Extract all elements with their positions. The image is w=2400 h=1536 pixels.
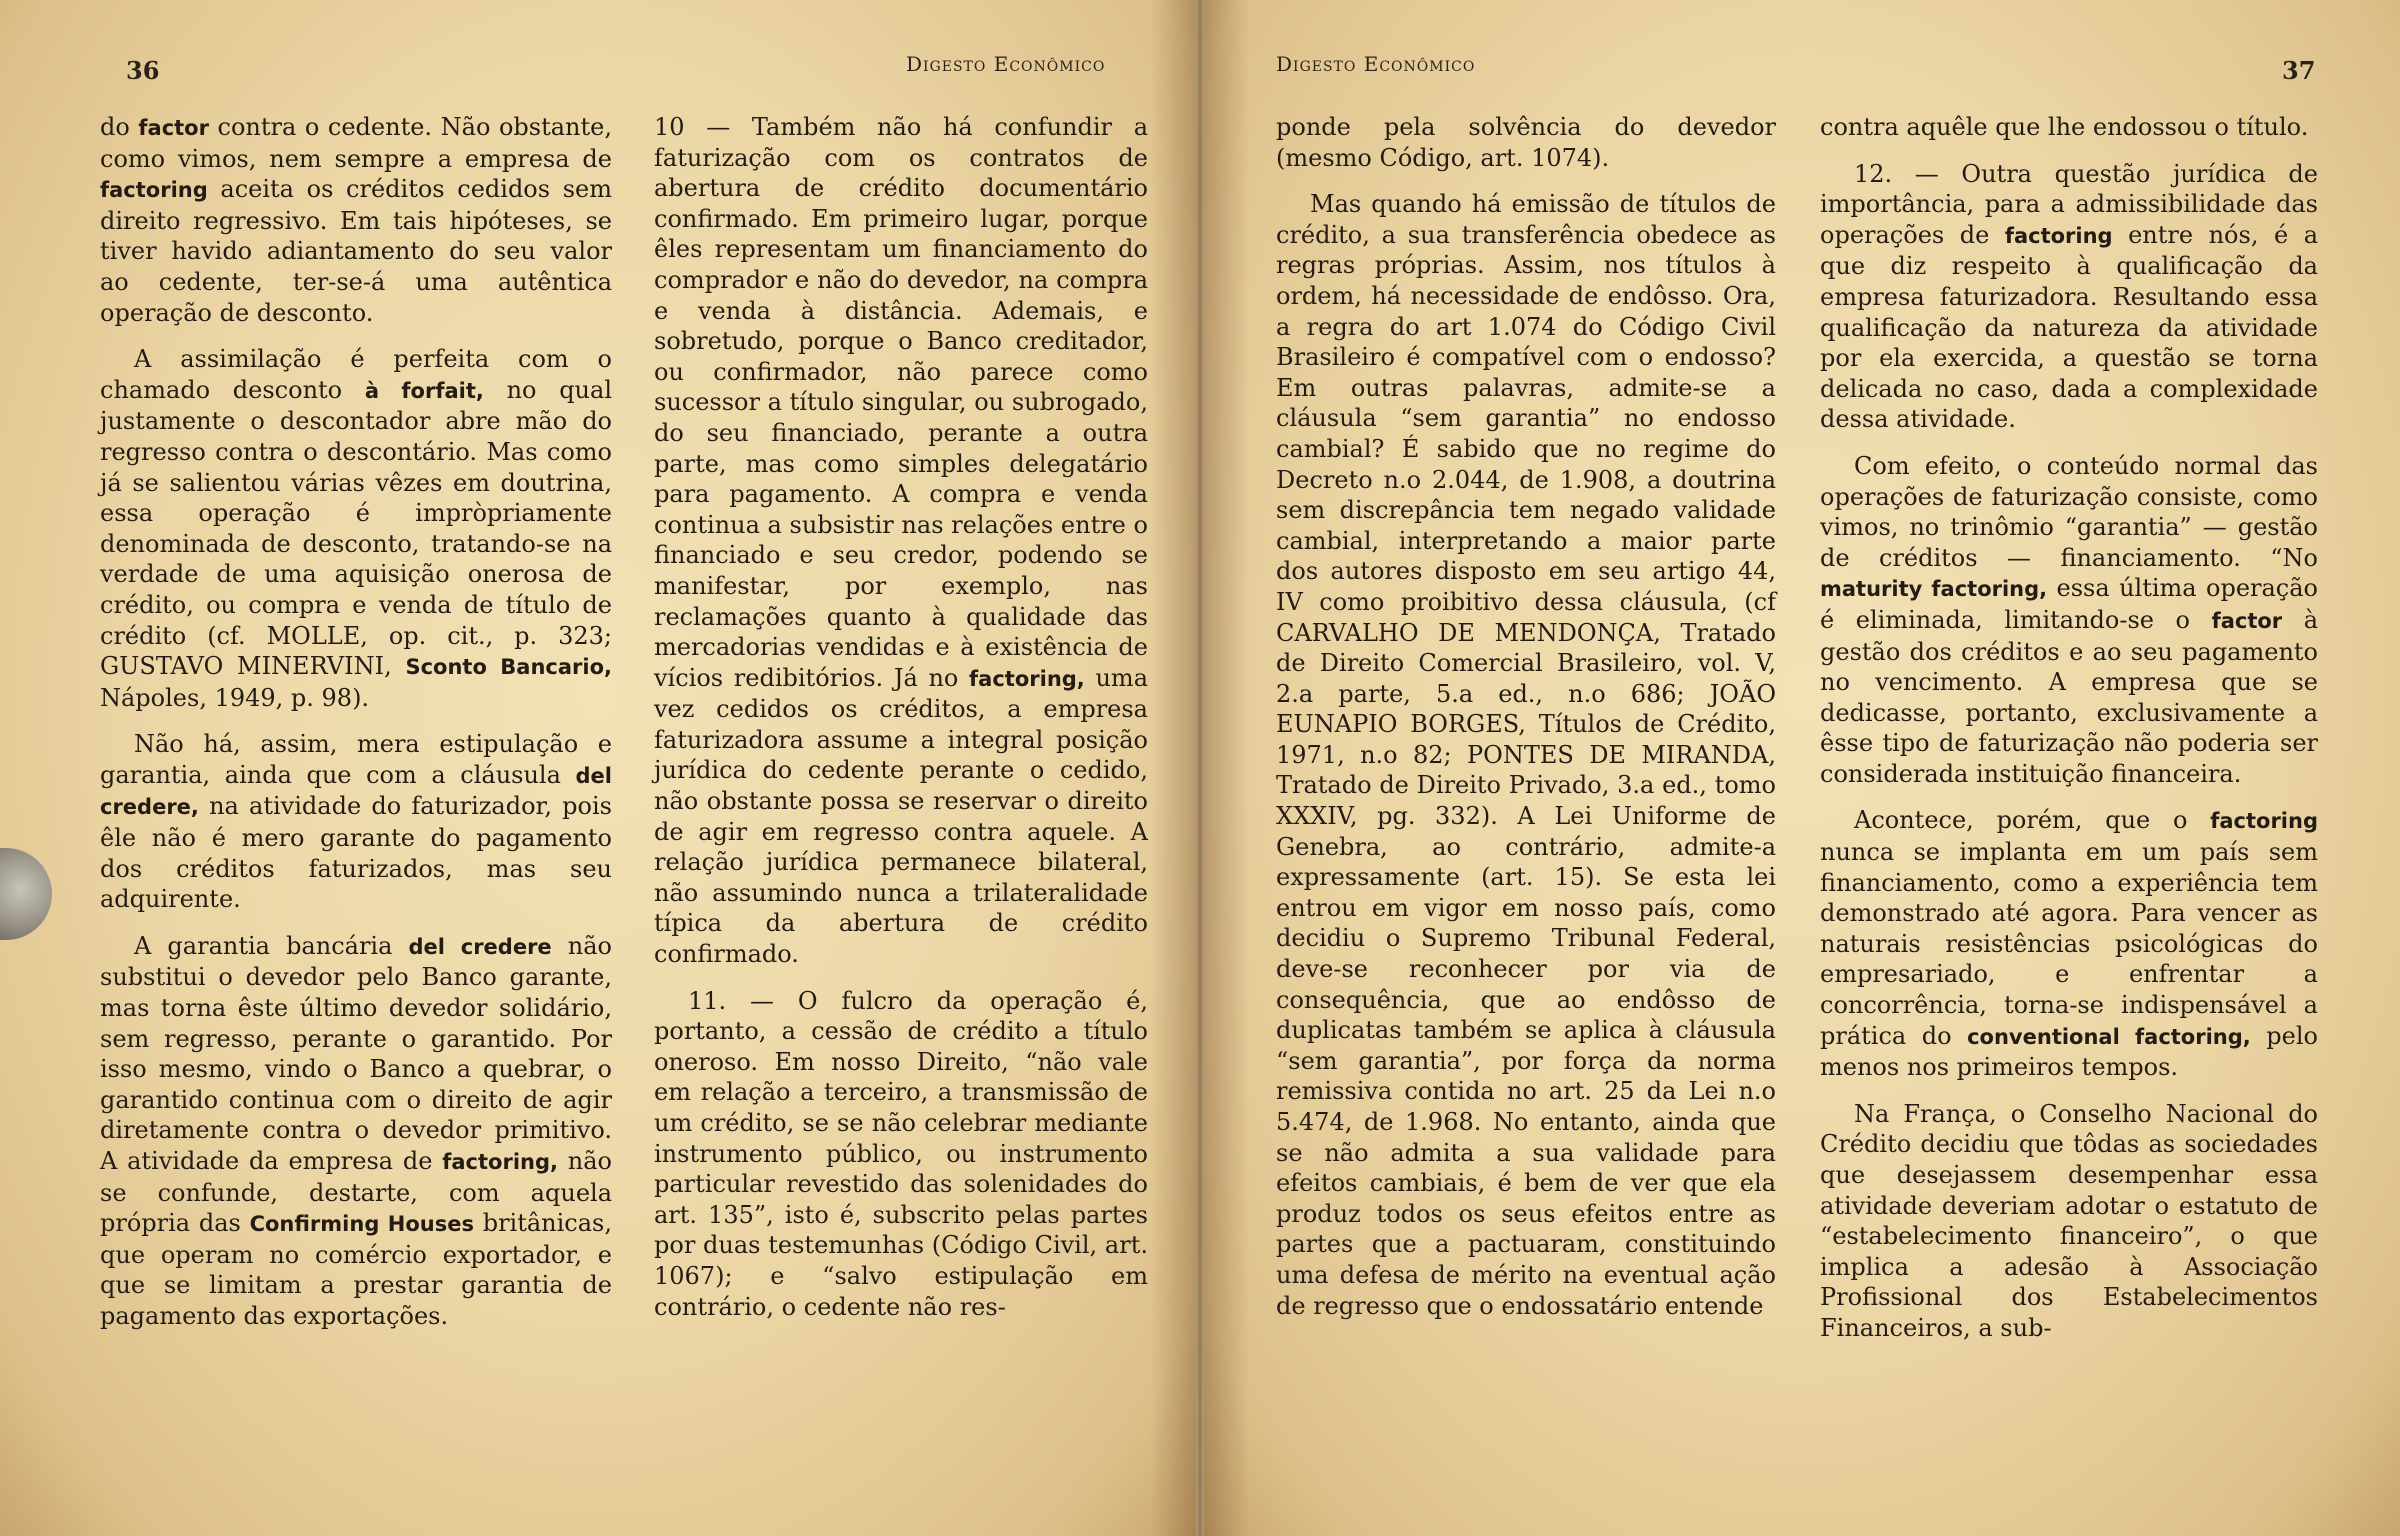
text-run: A assimilação é perfeita com o chamado desconto — [100, 345, 612, 404]
bold-term: del credere, — [100, 763, 612, 820]
text-run: Com efeito, o conteúdo normal das operações de faturização consiste, como vimos, no trinômio “garantia” — gestão de créditos — financiamento. “No — [1820, 451, 2318, 572]
bold-term: à forfait, — [364, 378, 484, 403]
text-run: contra o cedente. Não obstante, como vimos, nem sempre a empresa de — [100, 113, 612, 173]
bold-term: factoring — [2004, 223, 2113, 248]
right-page-column-1 — [1276, 112, 1776, 1337]
text-run: pelo menos nos primeiros tempos. — [1820, 1021, 2318, 1082]
bold-term: maturity factoring, — [1820, 577, 2048, 602]
text-run: não substitui o devedor pelo Banco garante, mas torna êste último devedor solidário, sem regresso, perante o garantido. Por isso mesmo, vindo o Banco a quebrar, o garantido continua com o direito de agir diretamente contra o devedor primitivo. A atividade da empresa de — [100, 931, 612, 1175]
bold-term: Sconto Bancario, — [405, 655, 612, 680]
text-run: Acontece, porém, que o — [1854, 806, 2211, 835]
bold-term: factor — [138, 116, 209, 140]
text-run: entre nós, é a que diz respeito à qualificação da empresa faturizadora. Resultando essa qualificação da natureza da atividade por ela exercida, a questão se torna delicada no caso, dada a complexidade dessa atividade. — [1820, 220, 2318, 434]
paragraph — [1820, 451, 2318, 790]
paragraph — [100, 344, 612, 713]
text-run: A garantia bancária — [134, 931, 409, 960]
page-number-left: 36 — [126, 56, 160, 85]
paragraph — [1276, 112, 1776, 173]
bold-term: factoring — [2210, 809, 2318, 834]
text-run: contra aquêle que lhe endossou o título. — [1820, 113, 2309, 141]
text-run: nunca se implanta em um país sem financiamento, como a experiência tem demonstrado até agora. Para vencer as naturais resistências psicológicas do empresariado, e enfrentar a concorrência, torna-se indispensável a prática do — [1820, 838, 2318, 1050]
left-page-column-2 — [654, 112, 1148, 1338]
paragraph — [1820, 805, 2318, 1082]
bold-term: factor — [2211, 608, 2283, 633]
left-page-column-1 — [100, 112, 612, 1348]
paragraph — [654, 986, 1148, 1323]
text-run: uma vez cedidos os créditos, a empresa faturizadora assume a integral posição jurídica do cedente perante o cedido, não obstante possa se reservar o direito de agir em regresso contra aquele. A relação jurídica permanece bilateral, não assumindo nunca a trilateralidade típica da abertura de crédito confirmado. — [654, 663, 1148, 969]
paragraph — [100, 931, 612, 1332]
right-page-column-2 — [1820, 112, 2318, 1360]
bold-term: factoring — [100, 178, 208, 203]
paragraph — [1820, 159, 2318, 435]
page-number-right: 37 — [2282, 56, 2316, 85]
text-run: à gestão dos créditos e ao seu pagamento no vencimento. A empresa que se dedicasse, portanto, exclusivamente a êsse tipo de faturização não poderia ser considerada instituição financeira. — [1820, 605, 2319, 788]
text-run: Mas quando há emissão de títulos de crédito, a sua transferência obedece as regras próprias. Assim, nos títulos à ordem, há necessidade de endôsso. Ora, a regra do art 1.074 do Código Civil Brasileiro é compatível com o endosso? Em outras palavras, admite-se a cláusula “sem garantia” no endosso cambial? É sabido que no regime do Decreto n.o 2.044, de 1.908, a doutrina sem discrepância tem negado validade cambial, interpretando a maior parte dos autores disposto em seu artigo 44, IV como proibitivo dessa cláusula, (cf CARVALHO DE MENDONÇA, Tratado de Direito Comercial Brasileiro, vol. V, 2.a parte, 5.a ed., n.o 686; JOÃO EUNAPIO BORGES, Títulos de Crédito, 1971, n.o 82; PONTES DE MIRANDA, Tratado de Direito Privado, 3.a ed., tomo XXXIV, pg. 332). A Lei Uniforme de Genebra, ao contrário, admite-a expressamente (art. 15). Se esta lei entrou em vigor em nosso país, como decidiu o Supremo Tribunal Federal, deve-se reconhecer por via de consequência, que ao endôsso de duplicatas também se aplica à cláusula “sem garantia”, por força da norma remissiva contida no art. 25 da Lei n.o 5.474, de 1.968. No entanto, ainda que se não admita a sua validade para efeitos cambiais, é bem de ver que ela produz todos os seus efeitos entre as partes que a pactuaram, constituindo uma defesa de mérito na eventual ação de regresso que o endossatário entende — [1276, 190, 1776, 1320]
text-run: Não há, assim, mera estipulação e garantia, ainda que com a cláusula — [100, 730, 612, 789]
bold-term: factoring, — [442, 1150, 558, 1174]
left-page — [0, 0, 1196, 1536]
text-run: no qual justamente o descontador abre mão do regresso contra o descontário. Mas como já se salientou várias vêzes em doutrina, essa operação é impròpriamente denominada de desconto, tratando-se na verdade de uma aquisição onerosa de crédito, ou compra e venda de título de crédito (cf. MOLLE, op. cit., p. 323; GUSTAVO MINERVINI, — [100, 375, 612, 681]
text-run: Na França, o Conselho Nacional do Crédito decidiu que tôdas as sociedades que desejassem desempenhar essa atividade deveriam adotar o estatuto de “estabelecimento financeiro”, o que implica a adesão à Associação Profissional dos Estabelecimentos Financeiros, a sub- — [1820, 1099, 2318, 1342]
paragraph — [1276, 189, 1776, 1321]
paragraph — [1820, 112, 2318, 143]
book-gutter — [1150, 0, 1250, 1536]
text-run: 12. — Outra questão jurídica de importância, para a admissibilidade das operações de — [1820, 159, 2318, 249]
text-run: Nápoles, 1949, p. 98). — [100, 683, 370, 712]
bold-term: conventional factoring, — [1967, 1024, 2251, 1049]
text-run: não se confunde, destarte, com aquela própria das — [100, 1147, 613, 1238]
paragraph — [100, 112, 612, 328]
text-run: ponde pela solvência do devedor (mesmo Código, art. 1074). — [1276, 113, 1776, 172]
text-run: aceita os créditos cedidos sem direito regressivo. Em tais hipóteses, se tiver havido adiantamento do seu valor ao cedente, ter-se-á uma autêntica operação de desconto. — [100, 175, 612, 327]
bold-term: del credere — [408, 934, 552, 959]
right-page — [1204, 0, 2400, 1536]
text-run: 10 — Também não há confundir a faturização com os contratos de abertura de crédito documentário confirmado. Em primeiro lugar, porque êles representam um financiamento do comprador e não do devedor, na compra e venda à distância. Ademais, e sobretudo, porque o Banco creditador, ou confirmador, não parece como sucessor a título singular, ou subrogado, do seu financiado, perante a outra parte, mas como simples delegatário para pagamento. A compra e venda continua a subsistir nas relações entre o financiado e seu credor, podendo se manifestar, por exemplo, nas reclamações quanto à qualidade das mercadorias vendidas e à existência de vícios redibitórios. Já no — [654, 113, 1148, 692]
running-head-left: Digesto Econômico — [906, 52, 1106, 76]
running-head-right: Digesto Econômico — [1276, 52, 1476, 76]
text-run: do — [100, 113, 139, 141]
bold-term: Confirming Houses — [249, 1212, 474, 1237]
text-run: britânicas, que operam no comércio exportador, e que se limitam a prestar garantia de pagamento das exportações. — [100, 1209, 612, 1330]
paragraph — [100, 729, 612, 915]
paragraph — [654, 112, 1148, 970]
text-run: 11. — O fulcro da operação é, portanto, a cessão de crédito a título oneroso. Em nosso Direito, “não vale em relação a terceiro, a transmissão de um crédito, se se não celebrar mediante instrumento público, ou instrumento particular revestido das solenidades do art. 135”, isto é, subscrito pelas partes por duas testemunhas (Código Civil, art. 1067); e “salvo estipulação em contrário, o cedente não res- — [654, 986, 1148, 1321]
text-run: essa última operação é eliminada, limitando-se o — [1820, 574, 2318, 634]
bold-term: factoring, — [969, 666, 1085, 691]
text-run: na atividade do faturizador, pois êle não é mero garante do pagamento dos créditos faturizados, mas seu adquirente. — [100, 792, 612, 914]
paragraph — [1820, 1099, 2318, 1344]
